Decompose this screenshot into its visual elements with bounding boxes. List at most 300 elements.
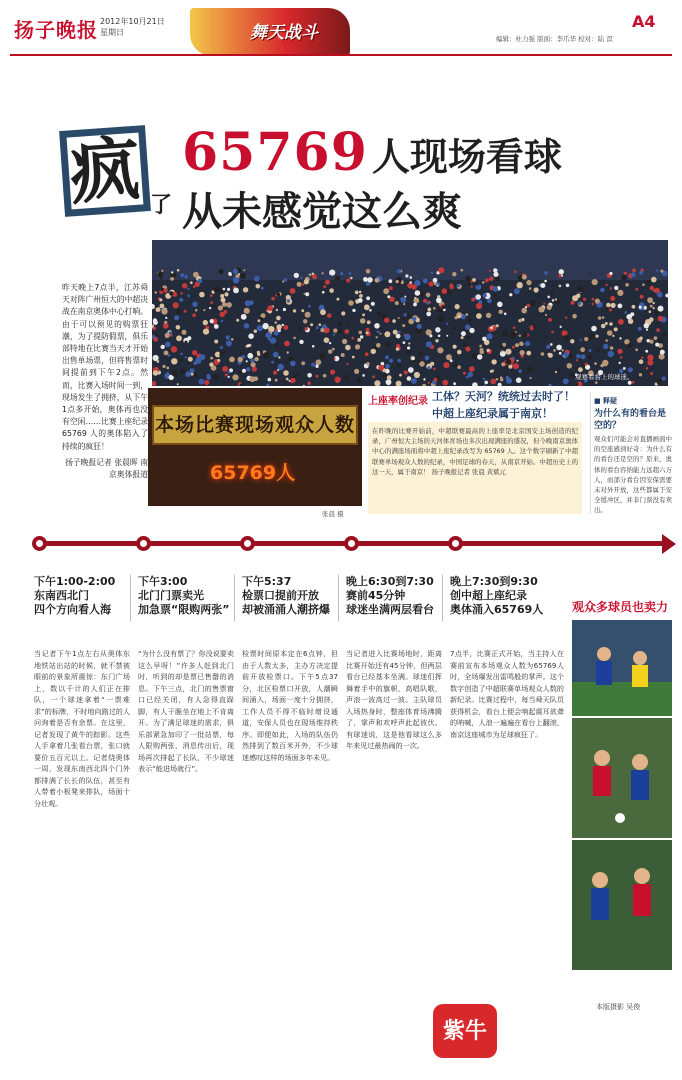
crowd-dot [286, 378, 289, 381]
crowd-dot [403, 341, 406, 344]
crowd-dot [275, 379, 278, 382]
crowd-dot [185, 356, 187, 358]
crowd-dot [610, 346, 614, 350]
crowd-dot [562, 349, 564, 351]
crowd-dot [434, 378, 438, 382]
crowd-dot [167, 372, 169, 374]
crowd-dot [461, 336, 464, 339]
crowd-dot [594, 362, 596, 364]
crowd-dot [653, 307, 655, 309]
crowd-dot [522, 275, 527, 280]
crowd-dot [406, 314, 410, 318]
article-column-2: “为什么没有票了？你没说要卖这么早呀！”许多人赶到北门时，听到的却是票已售罄的消息。下午三点，北门的售票窗口已经关闭，有人急得直跺脚，有人干脆坐在地上不肯离开。为了满足球迷的需求，俱乐部紧急加印了一批站票，每人限购两张，消息传出后，现场再次排起了长队，不少球迷表示“能进场就行”。 [138, 649, 234, 773]
crowd-dot [387, 295, 390, 298]
crowd-dot [374, 323, 380, 329]
crowd-dot [398, 317, 400, 319]
crowd-dot [304, 279, 309, 284]
crowd-dot [199, 292, 205, 298]
crowd-dot [406, 349, 411, 354]
crowd-dot [624, 311, 627, 314]
record-box-body [372, 426, 578, 477]
crowd-dot [233, 269, 239, 275]
crowd-dot [423, 278, 428, 283]
crowd-dot [469, 366, 475, 372]
crowd-dot [495, 276, 500, 281]
crowd-dot [638, 327, 642, 331]
crowd-dot [336, 298, 339, 301]
crowd-dot [426, 301, 429, 304]
crowd-dot [282, 324, 284, 326]
crowd-dot [300, 277, 302, 279]
crowd-dot [453, 345, 457, 349]
crowd-dot [325, 280, 330, 285]
crowd-dot [453, 382, 456, 385]
crowd-dot [159, 298, 162, 301]
crowd-dot [213, 287, 219, 293]
crowd-dot [384, 331, 390, 337]
crowd-dot [611, 303, 616, 308]
crowd-dot [620, 356, 623, 359]
crowd-dot [413, 298, 419, 304]
crowd-dot [297, 282, 302, 287]
crowd-dot [450, 359, 453, 362]
crowd-dot [337, 322, 342, 327]
crowd-dot [617, 290, 623, 296]
crowd-dot [402, 324, 405, 327]
crowd-dot [179, 358, 183, 362]
crowd-dot [308, 305, 311, 308]
crowd-dot [651, 368, 653, 370]
crowd-dot [518, 347, 520, 349]
crowd-dot [565, 317, 567, 319]
crowd-dot [291, 378, 296, 383]
crowd-dot [244, 323, 249, 328]
crowd-dot [609, 322, 613, 326]
crowd-dot [639, 359, 644, 364]
crowd-dot [224, 292, 228, 296]
crowd-dot [171, 346, 177, 352]
crowd-dot [222, 366, 228, 372]
player-photo-3 [572, 840, 672, 970]
crowd-dot [527, 366, 533, 372]
crowd-dot [530, 377, 532, 379]
crowd-dot [580, 339, 582, 341]
crowd-dot [639, 373, 642, 376]
crowd-dot [204, 380, 209, 385]
crowd-dot [653, 302, 655, 304]
crowd-dot [465, 324, 470, 329]
crowd-dot [576, 354, 580, 358]
crowd-dot [155, 333, 159, 337]
crowd-dot [642, 283, 645, 286]
crowd-dot [367, 320, 371, 324]
crowd-dot [358, 298, 363, 303]
crowd-dot [398, 331, 401, 334]
crowd-dot [375, 278, 380, 283]
crowd-dot [628, 319, 633, 324]
lead-paragraph [62, 282, 148, 481]
crowd-dot [359, 331, 363, 335]
crowd-dot [639, 337, 642, 340]
crowd-dot [162, 365, 165, 368]
crowd-dot [270, 337, 276, 343]
crowd-dot [335, 377, 341, 383]
scoreboard-photo-credit: 张晨 摄 [322, 510, 344, 518]
crowd-dot [566, 284, 570, 288]
crowd-dot [271, 361, 274, 364]
crowd-dot [544, 271, 548, 275]
crowd-dot [571, 301, 575, 305]
crowd-dot [407, 346, 410, 349]
crowd-dot [619, 337, 621, 339]
crowd-dot [177, 383, 179, 385]
section-banner-text: 舞天战斗 [250, 23, 318, 43]
crowd-dot [323, 285, 326, 288]
crowd-dot [647, 280, 651, 284]
crowd-dot [521, 308, 527, 314]
crowd-dot [153, 337, 158, 342]
crowd-dot [289, 380, 291, 382]
crowd-dot [263, 352, 269, 358]
crowd-dot [601, 324, 606, 329]
crowd-dot [210, 294, 213, 297]
timeline-divider [130, 575, 131, 621]
crowd-dot [457, 365, 461, 369]
crowd-dot [433, 278, 438, 283]
crowd-dot [530, 300, 536, 306]
crowd-dot [610, 296, 615, 301]
timeline-dot [344, 536, 359, 551]
crowd-dot [357, 338, 361, 342]
crowd-dot [513, 363, 519, 369]
crowd-dot [184, 310, 187, 313]
record-box-heading-1: 工体？天河？统统过去时了！ [432, 390, 575, 403]
crowd-dot [580, 347, 585, 352]
crowd-dot [268, 338, 271, 341]
crowd-dot [346, 363, 348, 365]
crowd-dot [316, 375, 319, 378]
crowd-dot [548, 318, 552, 322]
crowd-dot [476, 303, 482, 309]
crowd-dot [226, 335, 230, 339]
crowd-dot [265, 332, 271, 338]
crowd-dot [290, 288, 296, 294]
crowd-dot [403, 303, 405, 305]
crowd-dot [662, 333, 666, 337]
crowd-dot [340, 272, 343, 275]
crowd-dot [319, 323, 322, 326]
timeline-time: 下午1:00-2:00 [34, 575, 116, 588]
record-box-heading-2: 中超上座纪录属于南京！ [432, 407, 553, 420]
scoreboard-label: 本场比赛现场观众人数 [152, 405, 358, 445]
crowd-dot [173, 302, 179, 308]
crowd-dot [316, 326, 319, 329]
crowd-dot [392, 319, 396, 323]
crowd-dot [608, 351, 614, 357]
crowd-dot [341, 311, 345, 315]
editor-credits: 编辑：杜力强 版面：李爪华 校对：陆 溟 [496, 35, 613, 43]
crowd-dot [572, 314, 577, 319]
crowd-dot [519, 342, 523, 346]
crowd-dot [298, 327, 302, 331]
crowd-dot [363, 277, 368, 282]
headline-number: 65769 [182, 122, 368, 183]
crowd-dot [437, 295, 440, 298]
crowd-dot [254, 357, 258, 361]
player-photo-2-image [572, 718, 672, 838]
crowd-dot [588, 355, 593, 360]
crowd-dot [342, 339, 347, 344]
crowd-dot [494, 294, 497, 297]
crowd-dot [469, 328, 474, 333]
crowd-dot [220, 346, 223, 349]
crowd-dot [662, 376, 666, 380]
timeline-divider [234, 575, 235, 621]
crowd-dot [376, 343, 381, 348]
crowd-dot [513, 326, 516, 329]
crowd-dot [506, 359, 512, 365]
crowd-dot [203, 309, 205, 311]
crowd-dot [401, 297, 407, 303]
crowd-dot [410, 276, 413, 279]
crowd-dot [328, 349, 332, 353]
crowd-dot [246, 360, 248, 362]
crowd-dot [161, 270, 163, 272]
crowd-dot [192, 350, 197, 355]
crowd-dot [190, 281, 193, 284]
crowd-dot [433, 368, 436, 371]
crowd-dot [563, 335, 569, 341]
crowd-dot [605, 284, 607, 286]
crowd-dot [635, 348, 638, 351]
crowd-dot [442, 380, 448, 386]
crowd-dot [646, 367, 649, 370]
crowd-dot [293, 337, 296, 340]
crowd-dot [645, 350, 648, 353]
crowd-dot [220, 294, 224, 298]
crowd-dot [389, 279, 393, 283]
crowd-dot [582, 364, 585, 367]
crowd-dot [349, 272, 352, 275]
crowd-dot [493, 272, 498, 277]
crowd-dot [632, 381, 635, 384]
timeline-dot [32, 536, 47, 551]
crowd-dot [337, 329, 342, 334]
timeline-title: 检票口提前开放 [242, 589, 319, 602]
faq-body: 观众们可能会对直播画面中的空座感到好奇：为什么有的看台还是空的？原来，奥体的看台容纳能力远超六万人，而部分看台因安保需要未对外开放，这些都属于安全缓冲区，并非门票没有卖出。 [594, 435, 672, 515]
crowd-dot [646, 329, 648, 331]
crowd-dot [438, 316, 444, 322]
crowd-dot [490, 370, 493, 373]
crowd-dot [284, 325, 289, 330]
crowd-dot [351, 337, 354, 340]
crowd-dot [344, 374, 349, 379]
crowd-dot [555, 298, 558, 301]
crowd-dot [595, 335, 598, 338]
crowd-dot [545, 314, 547, 316]
crowd-dot [425, 356, 430, 361]
crowd-dot [335, 276, 340, 281]
sidebar-photo-heading: 观众多球员也卖力 [572, 600, 669, 614]
brand-stamp-logo: 紫牛 [433, 1004, 497, 1058]
crowd-dot [366, 269, 371, 274]
crowd-dot [345, 345, 351, 351]
crowd-dot [382, 373, 386, 377]
crowd-dot [581, 354, 586, 359]
sidebar-photo-credit: 本版摄影 吴俊 [596, 1003, 641, 1011]
crowd-dot [396, 347, 399, 350]
newspaper-logo: 扬子晚报 [14, 18, 98, 42]
crowd-dot [589, 273, 591, 275]
crowd-dot [218, 269, 223, 274]
timeline-entry [346, 575, 434, 617]
crowd-dot [233, 288, 239, 294]
crowd-dot [471, 353, 477, 359]
crowd-dot [624, 272, 627, 275]
crowd-dot [397, 359, 401, 363]
crowd-dot [640, 295, 644, 299]
crowd-dot [371, 349, 376, 354]
crowd-dot [276, 316, 281, 321]
crowd-dot [214, 324, 219, 329]
crowd-dot [171, 271, 173, 273]
crowd-dot [655, 343, 659, 347]
crowd-dot [610, 287, 612, 289]
crowd-dot [595, 299, 600, 304]
crowd-dot [649, 317, 654, 322]
crowd-dot [447, 290, 452, 295]
crowd-dot [628, 381, 632, 385]
crowd-dot [158, 272, 164, 278]
crowd-dot [243, 269, 245, 271]
crowd-dot [155, 305, 158, 308]
crowd-dot [404, 334, 410, 340]
crowd-dot [161, 308, 167, 314]
crowd-dot [552, 299, 554, 301]
crowd-dot [435, 339, 438, 342]
crowd-dot [600, 288, 605, 293]
crowd-dot [333, 328, 337, 332]
crowd-dot [168, 354, 171, 357]
crowd-dot [477, 354, 482, 359]
crowd-dot [591, 326, 597, 332]
crowd-dot [614, 327, 618, 331]
crowd-dot [287, 351, 289, 353]
crowd-dot [231, 338, 233, 340]
crowd-dot [530, 327, 534, 331]
timeline-arrow-icon [662, 534, 676, 554]
crowd-dot [309, 274, 312, 277]
crowd-dot [437, 285, 439, 287]
crowd-dot [160, 277, 162, 279]
crowd-dot [658, 306, 664, 312]
crowd-dot [307, 373, 312, 378]
crowd-dot [153, 370, 158, 375]
player-photo-1-image [572, 620, 672, 716]
date-text: 2012年10月21日 [100, 17, 165, 26]
timeline-title: 创中超上座纪录 [450, 589, 527, 602]
crowd-dot [376, 336, 378, 338]
crowd-dot [649, 340, 653, 344]
crowd-dot [417, 324, 422, 329]
crowd-dot [557, 369, 561, 373]
crowd-dot [212, 304, 216, 308]
crowd-dot [543, 303, 545, 305]
crowd-dot [408, 367, 414, 373]
record-box-tag: 上座率创纪录 [368, 396, 428, 407]
crowd-dot [383, 288, 389, 294]
crowd-dot [505, 349, 511, 355]
crowd-dot [188, 362, 191, 365]
crowd-dot [463, 372, 466, 375]
crowd-dot [199, 379, 205, 385]
headline-small-character: 了 [150, 192, 173, 218]
crowd-dot [225, 373, 228, 376]
crowd-dot [355, 344, 360, 349]
crowd-dot [329, 270, 335, 276]
timeline-subtitle: 球迷坐满两层看台 [346, 603, 434, 616]
crowd-dot [273, 371, 277, 375]
crowd-dot [612, 335, 614, 337]
crowd-dot [423, 378, 425, 380]
crowd-dot [437, 347, 443, 353]
lead-byline: 扬子晚报记者 张晨晖 南京奥体报道 [65, 457, 148, 480]
timeline-divider [338, 575, 339, 621]
headline-line-1 [182, 122, 562, 183]
article-column-5: 7点半，比赛正式开始，当主持人在赛前宣布本场观众人数为65769人时，全场爆发出雷鸣般的掌声。这个数字创造了中超联赛单场观众人数的新纪录。比赛过程中，每当舜天队员获得机会，看台上便会响起震耳欲聋的呐喊，人浪一遍遍在看台上翻滚，南京这座城市为足球疯狂了。 [450, 649, 564, 739]
crowd-dot [419, 351, 423, 355]
record-box-text: 在昨晚的比赛开始前，中超联赛最高的上座率是北京国安主场创造的纪录，广州恒大主场的天河体育场也多次出现满座的盛况，但今晚南京奥体中心的满座场面将中超上座纪录改写为 65769 人。这个数字刷新了中超联赛单场观众人数的纪录，中国足球的春天，从南京开始。中超历史上的这一天，属于南京！ [372, 427, 578, 476]
crowd-dot [153, 320, 158, 325]
crowd-dot [627, 343, 632, 348]
crowd-dot [246, 367, 250, 371]
crowd-dot [329, 288, 334, 293]
crowd-dot [364, 304, 370, 310]
crowd-dot [385, 364, 390, 369]
crowd-dot [623, 367, 626, 370]
crowd-dot [164, 351, 169, 356]
crowd-dot [516, 377, 522, 383]
crowd-dot [244, 308, 250, 314]
crowd-dot [396, 353, 399, 356]
crowd-dot [511, 331, 516, 336]
crowd-dot [523, 333, 527, 337]
crowd-dot [236, 319, 239, 322]
crowd-dot [248, 333, 254, 339]
weekday-text: 星期日 [100, 28, 124, 37]
crowd-dot [166, 367, 169, 370]
crowd-dot [501, 345, 504, 348]
crowd-dot [567, 363, 573, 369]
crowd-dot [302, 283, 305, 286]
crowd-dot [385, 342, 390, 347]
crowd-dot [233, 277, 239, 283]
crowd-dot [457, 284, 460, 287]
crowd-dot [193, 285, 196, 288]
crowd-dot [271, 297, 275, 301]
crowd-dot [369, 309, 372, 312]
crowd-dot [377, 312, 381, 316]
crowd-dot [547, 305, 552, 310]
crowd-dot [446, 323, 448, 325]
crowd-dot [210, 357, 213, 360]
crowd-dot [290, 361, 296, 367]
crowd-dot [268, 378, 272, 382]
crowd-dot [516, 360, 518, 362]
crowd-dot [461, 331, 466, 336]
crowd-dot [240, 359, 243, 362]
crowd-dot [625, 283, 629, 287]
